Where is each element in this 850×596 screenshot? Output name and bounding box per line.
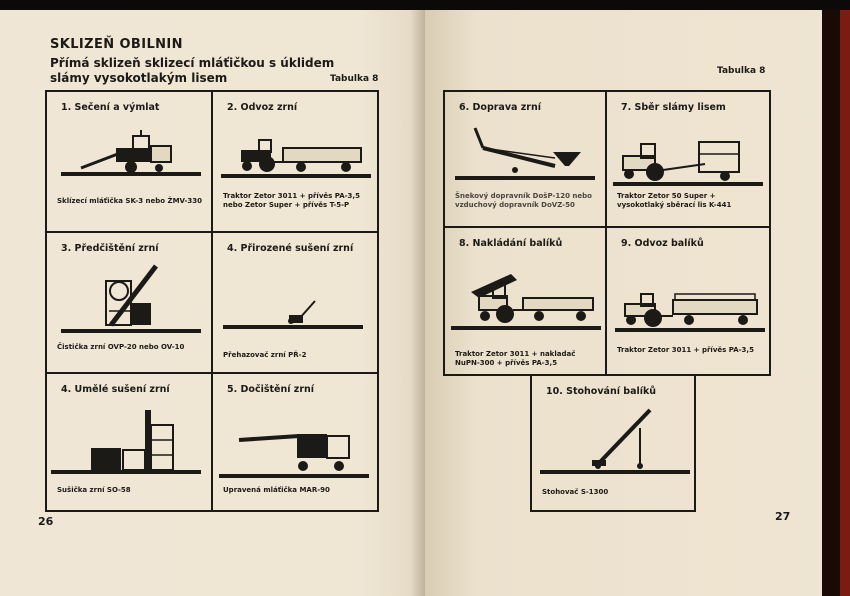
table-label: Tabulka 8 (717, 66, 766, 76)
grain-cleaner-icon (61, 261, 201, 336)
book-spread (0, 10, 850, 596)
step-title: 10. Stohování balíků (546, 386, 657, 397)
book-cover-red (840, 10, 850, 596)
step-caption: Traktor Zetor 3011 + přívěs PA-3,5 nebo Zetor Super + přívěs T-5-P (223, 192, 360, 209)
step-caption: Traktor Zetor 50 Super + vysokotlaký sběrací lis K-441 (617, 192, 732, 209)
step-cell (530, 374, 696, 512)
step-title: 5. Dočištění zrní (227, 384, 315, 395)
step-caption: Traktor Zetor 3011 + přívěs PA-3,5 (617, 346, 754, 354)
step-title: 4. Umělé sušení zrní (61, 384, 170, 395)
step-title: 8. Nakládání balíků (459, 238, 563, 249)
step-cell (211, 372, 379, 512)
step-title: 4. Přirozené sušení zrní (227, 243, 354, 254)
step-cell (605, 226, 771, 376)
step-title: 6. Doprava zrní (459, 102, 541, 113)
step-cell (45, 90, 213, 233)
step-caption: Čistička zrní OVP-20 nebo OV-10 (57, 343, 185, 351)
grain-dryer-icon (51, 400, 201, 475)
bale-stacker-icon (540, 406, 690, 476)
page-number: 26 (38, 515, 54, 528)
screw-conveyor-icon (455, 122, 595, 182)
step-caption: Upravená mláťička MAR-90 (223, 486, 330, 494)
bale-loader-icon (451, 262, 601, 332)
step-caption: Šnekový dopravník DošP-120 nebo vzduchový dopravník DoVZ-50 (455, 192, 592, 209)
step-caption: Sušička zrní SO-58 (57, 486, 131, 494)
step-title: 9. Odvoz balíků (621, 238, 704, 249)
page-title: SKLIZEŇ OBILNIN (50, 37, 183, 52)
tractor-trailer-icon (615, 286, 765, 336)
step-title: 7. Sběr slámy lisem (621, 102, 726, 113)
left-page (0, 10, 425, 596)
step-title: 3. Předčištění zrní (61, 243, 159, 254)
step-cell (45, 231, 213, 374)
step-cell (211, 90, 379, 233)
page-subtitle: Přímá sklizeň sklizecí mláťičkou s úklidem slámy vysokotlakým lisem (50, 56, 335, 85)
step-title: 2. Odvoz zrní (227, 102, 298, 113)
step-caption: Přehazovač zrní PŘ-2 (223, 351, 307, 359)
step-cell (605, 90, 771, 228)
step-title: 1. Sečení a výmlat (61, 102, 160, 113)
step-cell (443, 226, 607, 376)
page-number: 27 (775, 510, 791, 523)
step-cell (443, 90, 607, 228)
tractor-trailer-icon (221, 134, 371, 184)
table-label: Tabulka 8 (330, 74, 379, 84)
step-cell (45, 372, 213, 512)
step-cell (211, 231, 379, 374)
step-caption: Stohovač S-1300 (542, 488, 609, 496)
threshing-machine-icon (219, 418, 369, 478)
combine-harvester-icon (61, 130, 201, 180)
right-page (425, 10, 850, 596)
step-caption: Sklízecí mláťička SK-3 nebo ŽMV-330 (57, 197, 202, 205)
tractor-baler-icon (613, 134, 763, 189)
grain-turner-icon (223, 281, 363, 331)
step-caption: Traktor Zetor 3011 + nakladač NuPN-300 + přívěs PA-3,5 (455, 350, 576, 367)
